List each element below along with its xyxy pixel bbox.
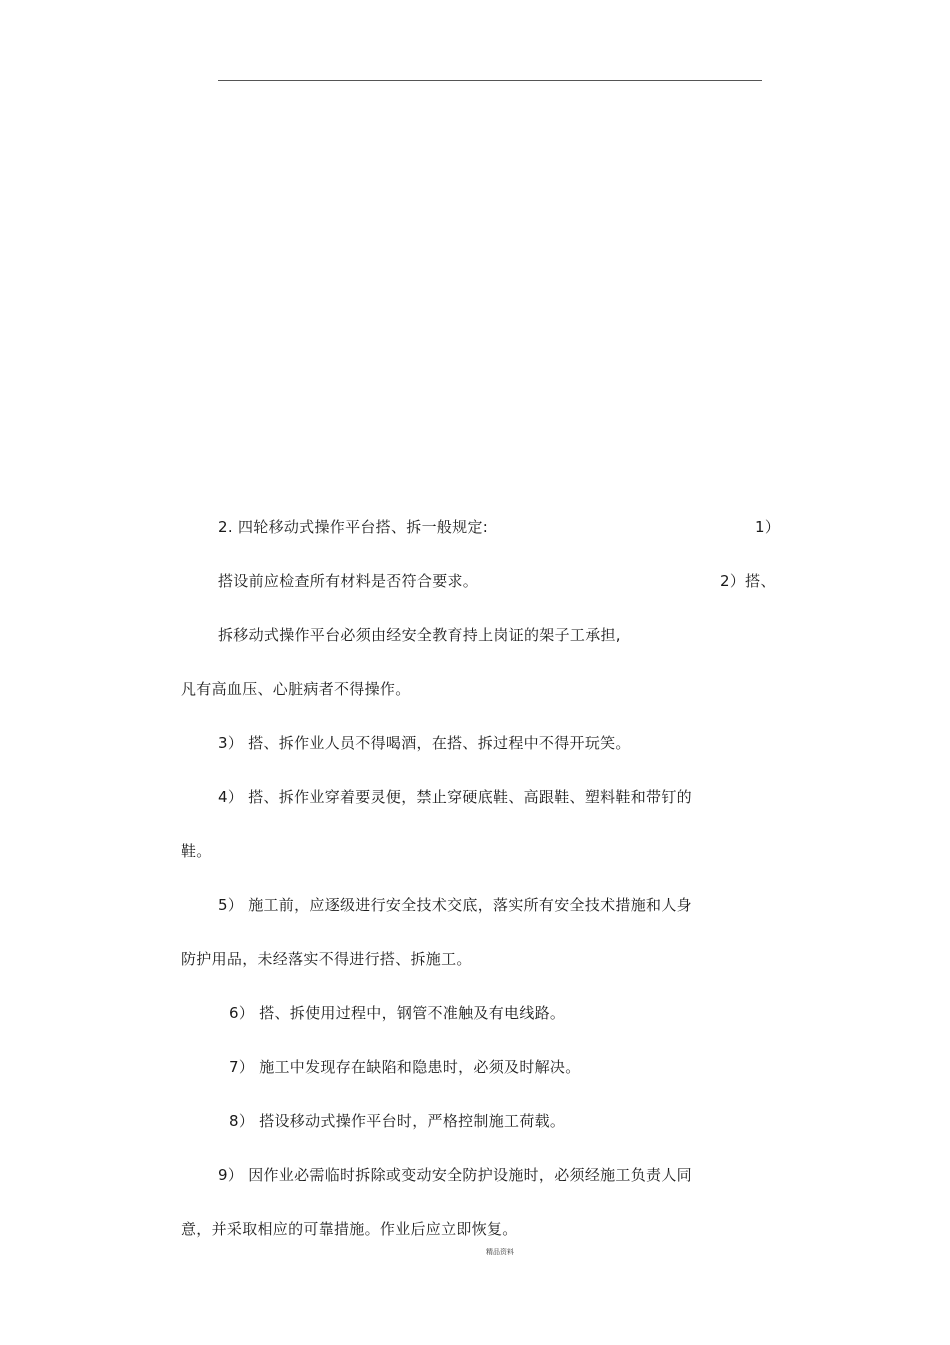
line-item-2-start: 2）搭、 [720, 572, 776, 590]
line-item-4-continued: 鞋。 [181, 842, 212, 860]
footer-note: 精品资料 [486, 1248, 514, 1256]
line-section-heading: 2. 四轮移动式操作平台搭、拆一般规定: [218, 518, 489, 536]
line-item-1-text: 搭设前应检查所有材料是否符合要求。 [218, 572, 479, 590]
line-item-6: 6） 搭、拆使用过程中，钢管不准触及有电线路。 [229, 1004, 566, 1022]
line-item-7: 7） 施工中发现存在缺陷和隐患时，必须及时解决。 [229, 1058, 581, 1076]
line-item-4: 4） 搭、拆作业穿着要灵便，禁止穿硬底鞋、高跟鞋、塑料鞋和带钉的 [218, 788, 692, 806]
line-item-5: 5） 施工前，应逐级进行安全技术交底，落实所有安全技术措施和人身 [218, 896, 692, 914]
line-item-8: 8） 搭设移动式操作平台时，严格控制施工荷载。 [229, 1112, 566, 1130]
line-item-2-text: 拆移动式操作平台必须由经安全教育持上岗证的架子工承担, [218, 626, 621, 644]
header-rule [218, 80, 762, 81]
line-item-2-continued: 凡有高血压、心脏病者不得操作。 [181, 680, 411, 698]
line-item-9: 9） 因作业必需临时拆除或变动安全防护设施时，必须经施工负责人同 [218, 1166, 692, 1184]
line-item-1-marker: 1） [755, 518, 781, 536]
line-item-3: 3） 搭、拆作业人员不得喝酒，在搭、拆过程中不得开玩笑。 [218, 734, 631, 752]
line-item-9-continued: 意，并采取相应的可靠措施。作业后应立即恢复。 [181, 1220, 518, 1238]
line-item-5-continued: 防护用品，未经落实不得进行搭、拆施工。 [181, 950, 472, 968]
